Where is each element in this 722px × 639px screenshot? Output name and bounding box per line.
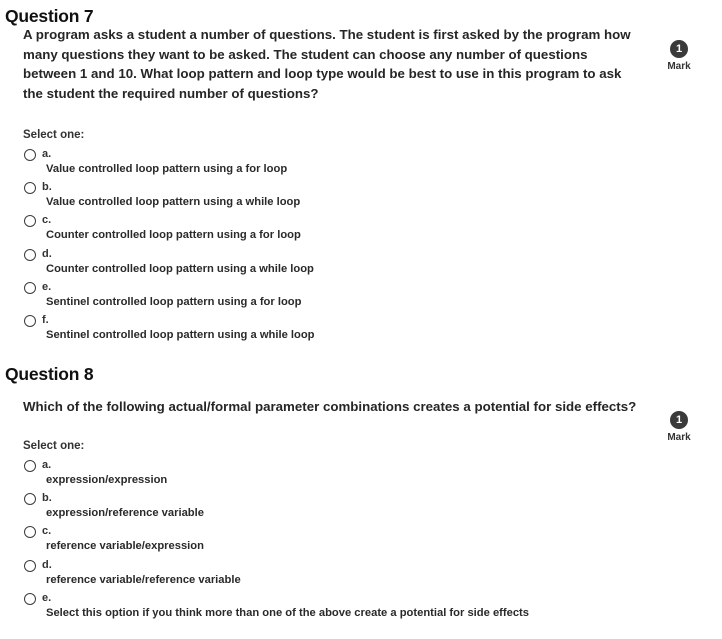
question-text: A program asks a student a number of questions. The student is first asked by the program how many questions they want to be asked. The student can choose any number of questions between 1 and 10. What loop pattern and loop type would be best to use in this program to ask the student the required number of questions? (23, 27, 631, 102)
option-text[interactable]: Select this option if you think more than one of the above create a potential for side effects (46, 606, 530, 619)
option-letter: b. (42, 492, 52, 505)
radio-button[interactable] (24, 493, 36, 505)
option-letter: e. (42, 280, 52, 293)
option-text[interactable]: reference variable/reference variable (46, 573, 241, 586)
mark-badge: 1 (670, 40, 688, 58)
option-text[interactable]: expression/reference variable (46, 507, 204, 520)
option-letter: e. (42, 591, 52, 604)
radio-button[interactable] (24, 215, 36, 227)
option-text[interactable]: Counter controlled loop pattern using a for loop (46, 229, 301, 242)
option-letter: c. (42, 525, 52, 538)
radio-button[interactable] (24, 460, 36, 472)
question-text: Which of the following actual/formal parameter combinations creates a potential for side effects? (23, 399, 637, 414)
radio-button[interactable] (24, 593, 36, 605)
select-one-label: Select one: (23, 440, 85, 452)
select-one-label: Select one: (23, 129, 85, 141)
question-title: Question 8 (5, 364, 94, 384)
option-text[interactable]: reference variable/expression (46, 540, 204, 553)
option-letter: a. (42, 148, 52, 160)
mark-info (664, 410, 694, 443)
option-text[interactable]: Value controlled loop pattern using a for loop (46, 163, 288, 175)
option-text[interactable]: Value controlled loop pattern using a while loop (46, 196, 301, 209)
option-letter: c. (42, 214, 52, 227)
radio-button[interactable] (24, 315, 36, 327)
mark-info (664, 39, 694, 72)
radio-button[interactable] (24, 182, 36, 194)
mark-label: Mark (667, 61, 691, 72)
radio-button[interactable] (24, 149, 36, 161)
radio-button[interactable] (24, 282, 36, 294)
option-letter: d. (42, 558, 52, 571)
option-letter: f. (42, 313, 49, 326)
option-text[interactable]: expression/expression (46, 474, 168, 486)
option-text[interactable]: Counter controlled loop pattern using a while loop (46, 262, 314, 275)
radio-button[interactable] (24, 249, 36, 261)
mark-label: Mark (667, 432, 691, 443)
option-text[interactable]: Sentinel controlled loop pattern using a while loop (46, 328, 315, 341)
option-letter: d. (42, 247, 52, 260)
option-letter: b. (42, 181, 52, 194)
radio-button[interactable] (24, 526, 36, 538)
mark-badge: 1 (670, 411, 688, 429)
radio-button[interactable] (24, 560, 36, 572)
question-8 (0, 358, 722, 639)
option-letter: a. (42, 459, 52, 471)
question-title: Question 7 (5, 6, 94, 26)
option-text[interactable]: Sentinel controlled loop pattern using a for loop (46, 295, 302, 308)
